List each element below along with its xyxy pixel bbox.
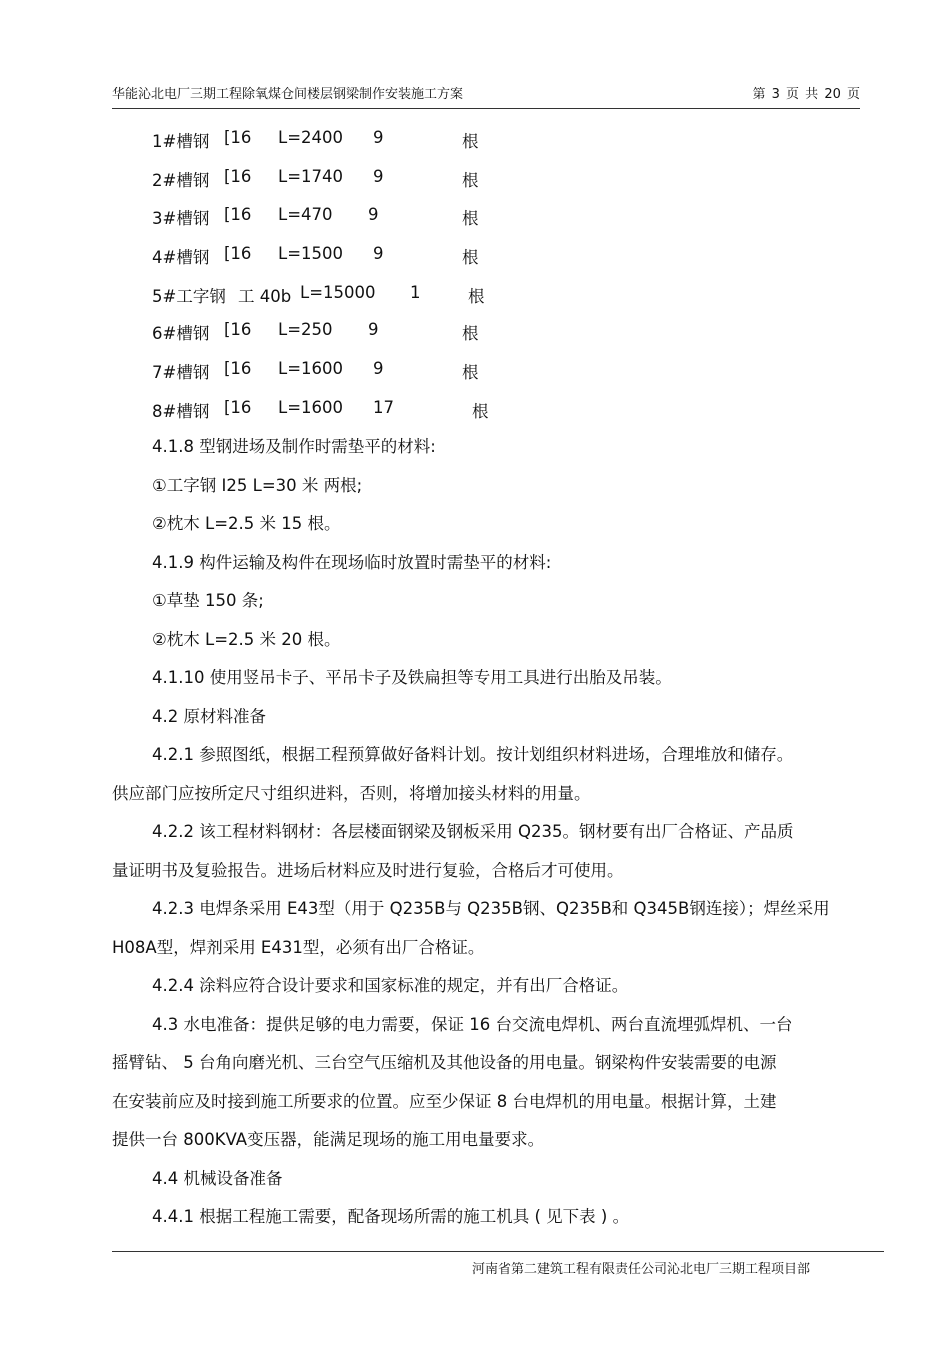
item-qty: 9 <box>368 320 379 339</box>
item-length: L=1500 <box>278 244 344 263</box>
item-unit: 根 <box>462 209 479 228</box>
item-unit: 根 <box>472 402 489 421</box>
item-length: L=470 <box>278 205 333 224</box>
item-unit: 根 <box>462 132 479 151</box>
section-heading-4-2: 4.2 原材料准备 <box>152 706 266 726</box>
item-length: L=1740 <box>278 167 344 186</box>
clause-4-4-1: 4.4.1 根据工程施工需要，配备现场所需的施工机具 ( 见下表 ) 。 <box>152 1207 630 1226</box>
item-name: 5#工字钢 <box>152 287 226 306</box>
item-name: 8#槽钢 <box>152 402 210 421</box>
clause-4-1-8-item-a: ①工字钢 I25 L=30 米 两根; <box>152 475 363 495</box>
item-length: L=15000 <box>300 283 376 302</box>
item-qty: 1 <box>410 283 421 302</box>
item-spec: [16 <box>224 205 252 224</box>
item-unit: 根 <box>468 287 485 306</box>
item-unit: 根 <box>462 363 479 382</box>
body-text <box>112 428 876 1237</box>
item-spec: [16 <box>224 128 252 147</box>
item-spec: [16 <box>224 167 252 186</box>
clause-4-2-3-cont: H08A型，焊剂采用 E431型，必须有出厂合格证。 <box>112 937 485 957</box>
footer-company: 河南省第二建筑工程有限责任公司沁北电厂三期工程项目部 <box>472 1262 811 1277</box>
clause-4-3-cont-1: 摇臂钻、 5 台角向磨光机、三台空气压缩机及其他设备的用电量。钢梁构件安装需要的电源 <box>112 1053 777 1072</box>
item-qty: 9 <box>368 205 379 224</box>
clause-4-1-10: 4.1.10 使用竖吊卡子、平吊卡子及铁扁担等专用工具进行出胎及吊装。 <box>152 668 672 687</box>
footer-divider <box>112 1251 884 1252</box>
item-name: 2#槽钢 <box>152 171 210 190</box>
section-heading-4-4: 4.4 机械设备准备 <box>152 1168 283 1188</box>
item-spec: [16 <box>224 398 252 417</box>
item-spec: [16 <box>224 320 252 339</box>
item-unit: 根 <box>462 171 479 190</box>
clause-4-2-3: 4.2.3 电焊条采用 E43型（用于 Q235B与 Q235B钢、Q235B和 Q345B钢连接）；焊丝采用 <box>152 899 830 918</box>
item-qty: 9 <box>373 244 384 263</box>
document-title: 华能沁北电厂三期工程除氧煤仓间楼层钢梁制作安装施工方案 <box>112 87 464 102</box>
item-qty: 9 <box>373 359 384 378</box>
clause-4-2-2-cont: 量证明书及复验报告。进场后材料应及时进行复验，合格后才可使用。 <box>112 860 624 880</box>
clause-4-3-cont-2: 在安装前应及时接到施工所要求的位置。应至少保证 8 台电焊机的用电量。根据计算，土建 <box>112 1091 777 1111</box>
item-name: 1#槽钢 <box>152 132 210 151</box>
item-unit: 根 <box>462 248 479 267</box>
item-length: L=2400 <box>278 128 344 147</box>
clause-4-1-9-item-a: ①草垫 150 条; <box>152 591 264 610</box>
item-spec: 工 40b <box>238 287 292 306</box>
item-qty: 17 <box>373 398 394 417</box>
item-length: L=1600 <box>278 359 344 378</box>
item-name: 3#槽钢 <box>152 209 210 228</box>
item-qty: 9 <box>373 167 384 186</box>
page-header <box>112 80 860 109</box>
page-number: 第 3 页 共 20 页 <box>752 87 860 102</box>
clause-4-1-8: 4.1.8 型钢进场及制作时需垫平的材料: <box>152 437 436 456</box>
clause-4-3: 4.3 水电准备：提供足够的电力需要，保证 16 台交流电焊机、两台直流埋弧焊机、一台 <box>152 1014 793 1034</box>
item-qty: 9 <box>373 128 384 147</box>
clause-4-2-1-cont: 供应部门应按所定尺寸组织进料，否则，将增加接头材料的用量。 <box>112 783 591 803</box>
clause-4-2-4: 4.2.4 涂料应符合设计要求和国家标准的规定，并有出厂合格证。 <box>152 976 629 995</box>
item-name: 6#槽钢 <box>152 324 210 343</box>
clause-4-2-1: 4.2.1 参照图纸，根据工程预算做好备料计划。按计划组织材料进场，合理堆放和储存。 <box>152 745 794 764</box>
item-spec: [16 <box>224 244 252 263</box>
clause-4-1-9-item-b: ②枕木 L=2.5 米 20 根。 <box>152 629 341 649</box>
item-spec: [16 <box>224 359 252 378</box>
clause-4-1-8-item-b: ②枕木 L=2.5 米 15 根。 <box>152 514 341 533</box>
clause-4-3-cont-3: 提供一台 800KVA变压器，能满足现场的施工用电量要求。 <box>112 1130 545 1149</box>
clause-4-2-2: 4.2.2 该工程材料钢材：各层楼面钢梁及钢板采用 Q235。钢材要有出厂合格证、产品质 <box>152 822 794 841</box>
clause-4-1-9: 4.1.9 构件运输及构件在现场临时放置时需垫平的材料: <box>152 552 552 572</box>
item-name: 4#槽钢 <box>152 248 210 267</box>
item-length: L=250 <box>278 320 333 339</box>
item-unit: 根 <box>462 324 479 343</box>
item-name: 7#槽钢 <box>152 363 210 382</box>
item-length: L=1600 <box>278 398 344 417</box>
